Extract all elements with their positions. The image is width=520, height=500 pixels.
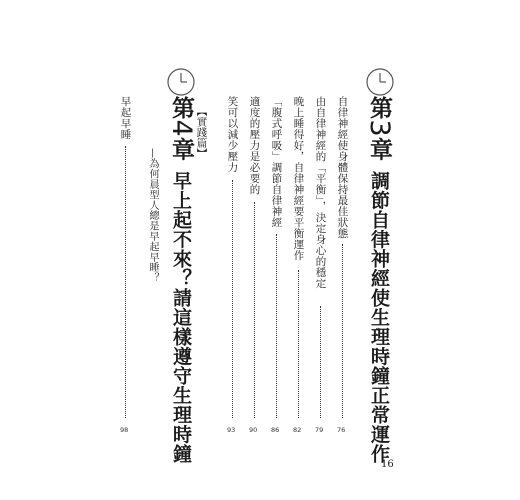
leader-dots bbox=[254, 202, 255, 418]
chapter-number: 3 bbox=[364, 119, 395, 138]
leader-dots bbox=[342, 244, 343, 418]
chapter-4-title bbox=[168, 96, 195, 463]
clock-icon bbox=[365, 67, 395, 97]
chapter-number: 4 bbox=[166, 119, 197, 138]
leader-dots bbox=[125, 146, 126, 418]
leader-dots bbox=[232, 180, 233, 418]
toc-entry: 自律神經使身體保持最佳狀態 bbox=[336, 96, 349, 239]
page-number: 93 bbox=[227, 426, 236, 434]
leader-dots bbox=[298, 270, 299, 418]
chapter-label: 章 bbox=[366, 137, 392, 161]
section-tag: 【實踐篇】 bbox=[195, 106, 208, 159]
toc-entry: 由自律神經的「平衡」，決定身心的穩定 bbox=[314, 96, 327, 289]
chapter-3-title bbox=[366, 96, 393, 463]
leader-dots bbox=[320, 306, 321, 418]
chapter-label: 第 bbox=[168, 96, 194, 120]
chapter-title-text: 調節自律神經使生理時鐘正常運作 bbox=[368, 170, 390, 464]
chapter-label: 第 bbox=[366, 96, 392, 120]
folio: 16 bbox=[381, 459, 394, 470]
page-number: 86 bbox=[271, 426, 280, 434]
page-number: 79 bbox=[315, 426, 324, 434]
chapter-label: 章 bbox=[168, 137, 194, 161]
toc-entry: 適度的壓力是必要的 bbox=[248, 96, 261, 195]
chapter-subtitle: —為何晨型人總是早起早睡？ bbox=[147, 148, 158, 284]
leader-dots bbox=[276, 234, 277, 418]
page-number: 82 bbox=[293, 426, 302, 434]
toc-entry: 笑可以減少壓力 bbox=[226, 96, 239, 173]
page-number: 98 bbox=[120, 426, 129, 434]
toc-entry: 晚上睡得好，自律神經要平衡運作 bbox=[292, 96, 305, 261]
toc-entry: 早起早睡 bbox=[119, 96, 132, 140]
chapter-title-text: 早上起不來？請這樣遵守生理時鐘 bbox=[170, 170, 192, 464]
clock-icon bbox=[166, 67, 196, 97]
page-number: 76 bbox=[337, 426, 346, 434]
page-number: 90 bbox=[249, 426, 258, 434]
toc-entry: 「腹式呼吸」調節自律神經 bbox=[270, 96, 283, 228]
